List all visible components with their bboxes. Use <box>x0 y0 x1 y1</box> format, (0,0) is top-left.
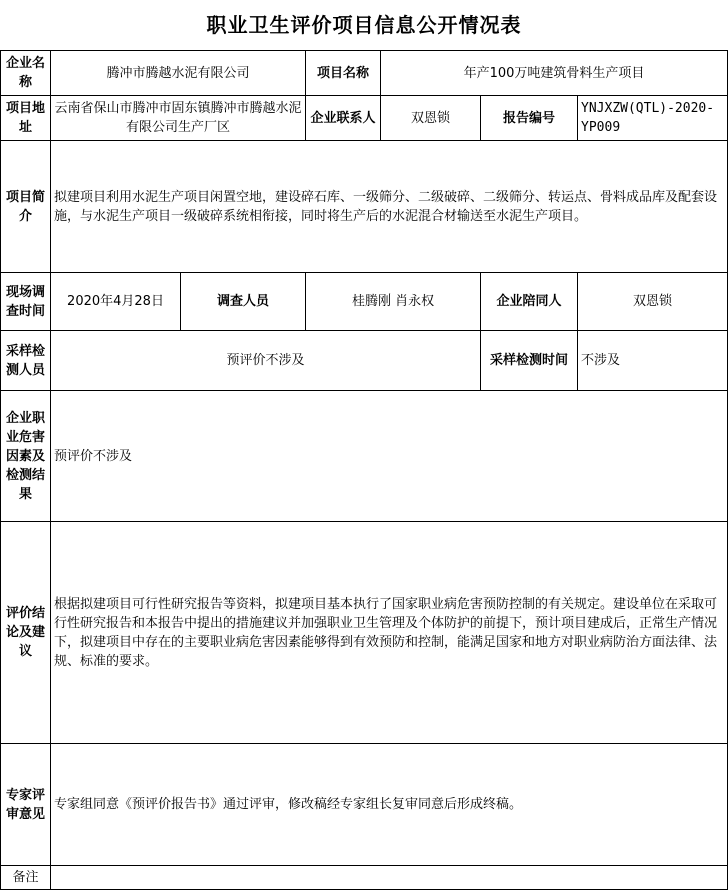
page-title: 职业卫生评价项目信息公开情况表 <box>206 13 522 37</box>
conclusion-value: 根据拟建项目可行性研究报告等资料，拟建项目基本执行了国家职业病危害预防控制的有关规定。建设单位在采取可行性研究报告和本报告中提出的措施建议并加强职业卫生管理及个体防护的前提下，预计项目建成后，正常生产情况下，拟建项目中存在的主要职业病危害因素能够得到有效预防和控制，能满足国家和地方对职业病防治方面法律、法规、标准的要求。 <box>51 522 728 744</box>
hazard-value: 预评价不涉及 <box>51 391 728 522</box>
row-sampler <box>1 331 728 391</box>
hazard-label: 企业职业危害因素及检测结果 <box>1 391 51 522</box>
companion-label: 企业陪同人 <box>481 273 578 331</box>
sampling-time-value: 不涉及 <box>578 331 728 391</box>
row-conclusion <box>1 522 728 744</box>
sampling-time-label: 采样检测时间 <box>481 331 578 391</box>
surveyor-label: 调查人员 <box>181 273 306 331</box>
survey-time-label: 现场调查时间 <box>1 273 51 331</box>
report-no-value: YNJXZW(QTL)-2020-YP009 <box>578 96 728 141</box>
enterprise-name-label: 企业名称 <box>1 51 51 96</box>
survey-time-value: 2020年4月28日 <box>51 273 181 331</box>
contact-label: 企业联系人 <box>306 96 381 141</box>
expert-value: 专家组同意《预评价报告书》通过评审，修改稿经专家组长复审同意后形成终稿。 <box>51 744 728 866</box>
sampler-value: 预评价不涉及 <box>51 331 481 391</box>
remark-label: 备注 <box>1 866 51 890</box>
report-no-label: 报告编号 <box>481 96 578 141</box>
enterprise-name-value: 腾冲市腾越水泥有限公司 <box>51 51 306 96</box>
intro-value: 拟建项目利用水泥生产项目闲置空地，建设碎石库、一级筛分、二级破碎、二级筛分、转运点、骨料成品库及配套设施，与水泥生产项目一级破碎系统相衔接，同时将生产后的水泥混合材输送至水泥生产项目。 <box>51 141 728 273</box>
remark-value <box>51 866 728 890</box>
row-remark <box>1 866 728 890</box>
project-address-value: 云南省保山市腾冲市固东镇腾冲市腾越水泥有限公司生产厂区 <box>51 96 306 141</box>
sampler-label: 采样检测人员 <box>1 331 51 391</box>
row-survey <box>1 273 728 331</box>
surveyor-value: 桂腾刚 肖永权 <box>306 273 481 331</box>
row-expert <box>1 744 728 866</box>
conclusion-label: 评价结论及建议 <box>1 522 51 744</box>
project-name-value: 年产100万吨建筑骨料生产项目 <box>381 51 728 96</box>
row-enterprise <box>1 51 728 96</box>
contact-value: 双恩锁 <box>381 96 481 141</box>
project-name-label: 项目名称 <box>306 51 381 96</box>
row-address <box>1 96 728 141</box>
row-hazard <box>1 391 728 522</box>
info-table <box>0 50 728 890</box>
expert-label: 专家评审意见 <box>1 744 51 866</box>
intro-label: 项目简介 <box>1 141 51 273</box>
project-address-label: 项目地址 <box>1 96 51 141</box>
row-intro <box>1 141 728 273</box>
companion-value: 双恩锁 <box>578 273 728 331</box>
